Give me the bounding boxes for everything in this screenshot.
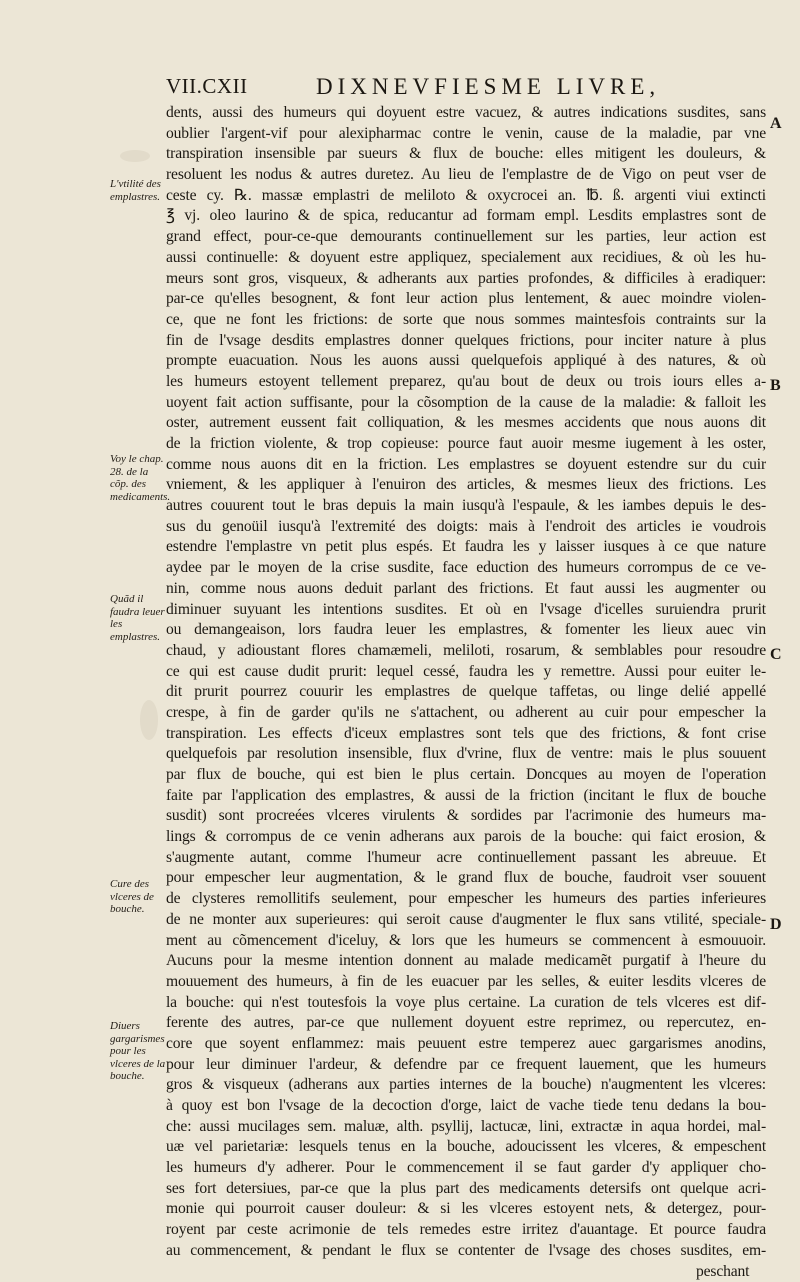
text-line: lings & corrompus de ce venin adherans aux parois de la bouche: qui faict erosion, & [166, 827, 766, 848]
text-line: ceste cy. ℞. massæ emplastri de meliloto & oxycrocei an. ℔. ß. argenti viui extincti [166, 186, 766, 207]
text-line: resoluent les nodus & autres duretez. Au lieu de l'emplastre de de Vigo on peut vser de [166, 165, 766, 186]
text-line: uæ vel parietariæ: lesquels tenus en la bouche, adoucissent les vlceres, & empeschent [166, 1137, 766, 1158]
text-line: prompte euacuation. Nous les auons aussi quelquefois appliqué à des natures, & où [166, 351, 766, 372]
text-line: core que soyent enflammez: mais peuuent estre temperez auec gargarismes anodins, [166, 1034, 766, 1055]
text-line: pour empescher leur augmentation, & le grand flux de bouche, faudroit vser souuent [166, 868, 766, 889]
text-line: ce, que ne font les frictions: de sorte que nous sommes maintesfois contraints sur la [166, 310, 766, 331]
text-line: diminuer suyuant les intentions susdites. Et où en l'vsage d'icelles suruiendra prurit [166, 600, 766, 621]
text-line: fin de l'vsage desdits emplastres donner quelques frictions, pour inciter nature à plus [166, 331, 766, 352]
text-line: de clysteres remollitifs seulement, pour empescher les humeurs des parties inferieures [166, 889, 766, 910]
text-line: ℥ vj. oleo laurino & de spica, reducantur ad formam empl. Lesdits emplastres sont de [166, 206, 766, 227]
text-line: transpiration. Les effects d'iceux emplastres sont tels que des frictions, & font crise [166, 724, 766, 745]
text-line: les humeurs estoyent tellement preparez, qu'au bout de deux ou trois iours elles a- [166, 372, 766, 393]
page-header [166, 74, 762, 100]
folio-number: VII.CXII [166, 74, 248, 99]
text-line: à quoy est bon l'vsage de la decoction d'orge, laict de vache tiede tenu dedans la bou- [166, 1096, 766, 1117]
text-line: transpiration insensible par sueurs & flux de bouche: elles mitigent les douleurs, & [166, 144, 766, 165]
text-line: ment au cõmencement d'iceluy, & lors que les humeurs se commencent à esmouuoir. [166, 931, 766, 952]
text-line: sus du genoüil iusqu'à l'extremité des doigts: mais à l'endroit des articles ie voudrois [166, 517, 766, 538]
main-text-column [166, 103, 766, 1282]
text-line: les humeurs d'y adherer. Pour le commencement il se faut garder d'y appliquer cho- [166, 1158, 766, 1179]
text-line: crespe, à fin de garder qu'ils ne s'attachent, ou adherent au cuir pour empescher la [166, 703, 766, 724]
text-line: la bouche: qui n'est toutesfois la voye plus certaine. La curation de tels vlceres est dif- [166, 993, 766, 1014]
text-line: mouuement des humeurs, à fin de les euacuer par les selles, & euiter lesdits vlceres de [166, 972, 766, 993]
text-line: s'augmente autant, comme l'humeur acre continuellement passant les abreuue. Et [166, 848, 766, 869]
text-line: monie qui pourroit causer douleur: & si les vlceres estoyent nets, & detergez, pour- [166, 1199, 766, 1220]
text-line: pour leur diminuer l'ardeur, & defendre par ce frequent lauement, que les humeurs [166, 1055, 766, 1076]
text-line: che: aussi mucilages sem. maluæ, alth. psyllij, lactucæ, lini, extractæ in aqua hordei, mal- [166, 1117, 766, 1138]
text-line: royent par ceste acrimonie de tels remedes estre irritez d'auantage. Et pource faudra [166, 1220, 766, 1241]
text-line: oublier l'argent-vif pour alexipharmac contre le venin, cause de la maladie, par vne [166, 124, 766, 145]
text-line: nin, comme nous auons deduit parlant des frictions. Et faut aussi les augmenter ou [166, 579, 766, 600]
text-line: grand effect, pour-ce-que demourants continuellement sur les parties, leur action est [166, 227, 766, 248]
running-title: DIXNEVFIESME LIVRE, [316, 74, 660, 100]
text-line: dents, aussi des humeurs qui doyuent estre vacuez, & autres indications susdites, sans [166, 103, 766, 124]
text-line: peschant [166, 1262, 766, 1282]
section-letter-d: D [770, 916, 782, 934]
section-letter-c: C [770, 646, 782, 664]
text-line: uoyent fait action suffisante, pour la cõsomption de la cause de la maladie: & falloit les [166, 393, 766, 414]
text-line: quelquefois par resolution insensible, flux d'vrine, flux de ventre: mais le plus souuent [166, 744, 766, 765]
text-line: gros & visqueux (adherans aux parties internes de la bouche) n'augmentent les vlceres: [166, 1075, 766, 1096]
text-line: chaud, y adioustant flores chamæmeli, meliloti, rosarum, & semblables pour resoudre [166, 641, 766, 662]
margin-note-removing-plasters: Quãd il faudra leuer les emplastres. [110, 593, 168, 643]
margin-note-utility: L'vtilité des emplastres. [110, 178, 168, 203]
text-line: par flux de bouche, qui est bien le plus certain. Doncques au moyen de l'operation [166, 765, 766, 786]
text-line: estendre l'emplastre vn petit plus espés. Et faudra les y laisser iusques à ce que nature [166, 537, 766, 558]
text-line: ferente des autres, par-ce que nullement doyuent estre reprimez, ou repercutez, en- [166, 1013, 766, 1034]
text-line: de la friction violente, & trop copieuse: pource faut auoir mesme iugement à les oster, [166, 434, 766, 455]
text-line: ou demangeaison, lors faudra leuer les emplastres, & fomenter les lieux auec vin [166, 620, 766, 641]
text-line: comme nous auons dit en la friction. Les emplastres se doyuent estendre sur du cuir [166, 455, 766, 476]
text-line: autres couurent tout le bras depuis la main iusqu'à l'espaule, & les iambes depuis le des- [166, 496, 766, 517]
text-line: dit prurit pourrez couurir les emplastres de quelque taffetas, ou linge delié appellé [166, 682, 766, 703]
text-line: ce qui est cause dudit prurit: lequel cessé, faudra les y remettre. Aussi pour euiter le- [166, 662, 766, 683]
text-line: ses fort detersiues, par-ce que la plus part des medicaments detersifs ont quelque acri- [166, 1179, 766, 1200]
text-line: aydee par le moyen de la crise susdite, face eduction des humeurs corrompus de ce ve- [166, 558, 766, 579]
text-line: par-ce qu'elles besognent, & font leur action plus lentement, & auec moindre violen- [166, 289, 766, 310]
text-line: meurs sont gros, visqueux, & adherants aux parties profondes, & difficiles à eradiquer: [166, 269, 766, 290]
text-line: aussi continuelle: & doyuent estre appliquez, specialement aux recidiues, & où les hu- [166, 248, 766, 269]
text-line: Aucuns pour la mesme intention donnent au malade medicamẽt purgatif à l'heure du [166, 951, 766, 972]
text-line: de ne monter aux superieures: qui seroit cause d'augmenter le flux sans vtilité, speciale- [166, 910, 766, 931]
text-line: susdit) sont procreées vlceres virulents & sordides par l'acrimonie des humeurs ma- [166, 806, 766, 827]
text-line: vniement, & les appliquer à l'enuiron des articles, & mesmes lieux des frictions. Les [166, 475, 766, 496]
margin-note-gargles: Diuers gargarismes pour les vlceres de la bouche. [110, 1020, 168, 1083]
margin-note-mouth-ulcers: Cure des vlceres de bouche. [110, 878, 168, 916]
text-line: au commencement, & pendant le flux se contenter de l'vsage des choses susdites, em- [166, 1241, 766, 1262]
margin-note-chapter-reference: Voy le chap. 28. de la cõp. des medicaments. [110, 453, 168, 503]
text-line: faite par l'application des emplastres, & aussi de la friction (incitant le flux de bouche [166, 786, 766, 807]
section-letter-b: B [770, 377, 781, 395]
text-line: oster, autrement eussent fait colliquation, & les mesmes accidents que nous auons dit [166, 413, 766, 434]
section-letter-a: A [770, 115, 782, 133]
